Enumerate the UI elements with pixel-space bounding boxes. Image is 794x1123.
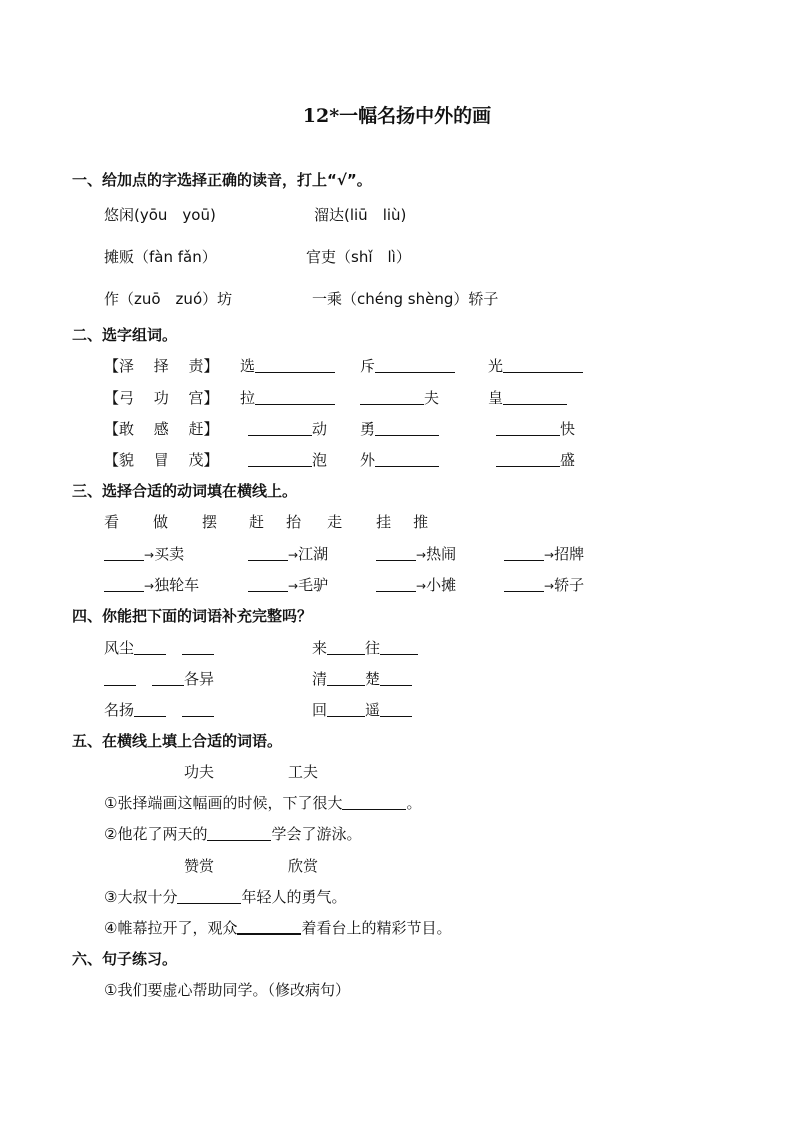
word-item: 勇 <box>360 419 439 439</box>
word-choice: 功夫 <box>184 763 215 781</box>
word-item: 光 <box>488 356 583 376</box>
answer-blank[interactable] <box>182 639 214 655</box>
word-item: 快 <box>496 419 575 439</box>
answer-blank[interactable] <box>496 420 560 436</box>
section-4-heading: 四、你能把下面的词语补充完整吗？ <box>72 607 313 625</box>
word-choice: 工夫 <box>288 763 319 781</box>
section-2-heading: 二、选字组词。 <box>72 326 178 344</box>
answer-blank[interactable] <box>380 670 412 686</box>
verb: 看 <box>104 513 120 531</box>
verb: 走 <box>327 513 343 531</box>
answer-blank[interactable] <box>342 794 406 810</box>
verb-fill-item: →买卖 <box>104 544 184 565</box>
answer-blank[interactable] <box>177 888 241 904</box>
pinyin-item-3: 摊贩（fàn fǎn） <box>104 248 217 266</box>
page-title: 12*一幅名扬中外的画 <box>302 105 492 127</box>
word-item: 动 <box>248 419 327 439</box>
answer-blank[interactable] <box>207 825 271 841</box>
pinyin-item-4: 官吏（shǐ lì） <box>306 248 411 266</box>
verb: 抬 <box>286 513 302 531</box>
answer-blank[interactable] <box>248 420 312 436</box>
word-item: 皇 <box>488 388 567 408</box>
answer-blank[interactable] <box>134 639 166 655</box>
section-3-heading: 三、选择合适的动词填在横线上。 <box>72 482 298 500</box>
answer-blank[interactable] <box>134 701 166 717</box>
sentence-4: ④帷幕拉开了，观众 着看台上的精彩节目。 <box>104 919 452 937</box>
answer-blank[interactable] <box>248 545 288 561</box>
answer-blank[interactable] <box>375 357 455 373</box>
answer-blank[interactable] <box>504 576 544 592</box>
word-choice: 赞赏 <box>184 857 215 875</box>
answer-blank[interactable] <box>360 389 424 405</box>
section-6-heading: 六、句子练习。 <box>72 950 178 968</box>
section-1-heading: 一、给加点的字选择正确的读音，打上“√”。 <box>72 171 372 189</box>
sentence-1: ①张择端画这幅画的时候，下了很大 。 <box>104 794 422 812</box>
char-group-4: 【貌 冒 茂】 <box>104 451 219 469</box>
verb-fill-item: →江湖 <box>248 544 328 565</box>
word-item: 外 <box>360 450 439 470</box>
answer-blank[interactable] <box>255 389 335 405</box>
answer-blank[interactable] <box>376 545 416 561</box>
answer-blank[interactable] <box>248 576 288 592</box>
verb: 推 <box>413 513 429 531</box>
sentence-3: ③大叔十分 年轻人的勇气。 <box>104 888 347 906</box>
verb-fill-item: →热闹 <box>376 544 456 565</box>
word-item: 泡 <box>248 450 327 470</box>
pinyin-item-2: 溜达(liū liù) <box>314 206 407 224</box>
verb-fill-item: →招牌 <box>504 544 584 565</box>
verb-fill-item: →轿子 <box>504 575 584 596</box>
answer-blank[interactable] <box>237 918 301 935</box>
word-item: 选 <box>240 356 335 376</box>
verb: 赶 <box>249 513 265 531</box>
answer-blank[interactable] <box>503 357 583 373</box>
answer-blank[interactable] <box>380 701 412 717</box>
answer-blank[interactable] <box>376 576 416 592</box>
idiom-item: 清 楚 <box>312 669 412 689</box>
answer-blank[interactable] <box>104 670 136 686</box>
answer-blank[interactable] <box>496 451 560 467</box>
word-choice: 欣赏 <box>288 857 319 875</box>
pinyin-item-5: 作（zuō zuó）坊 <box>104 290 233 308</box>
answer-blank[interactable] <box>327 670 365 686</box>
verb: 挂 <box>376 513 392 531</box>
word-item: 拉 <box>240 388 335 408</box>
pinyin-item-6: 一乘（chéng shèng）轿子 <box>312 290 499 308</box>
answer-blank[interactable] <box>255 357 335 373</box>
sentence-2: ②他花了两天的 学会了游泳。 <box>104 825 362 843</box>
verb-fill-item: →毛驴 <box>248 575 328 596</box>
answer-blank[interactable] <box>327 639 365 655</box>
answer-blank[interactable] <box>503 389 567 405</box>
answer-blank[interactable] <box>380 639 418 655</box>
word-item: 斥 <box>360 356 455 376</box>
idiom-item: 来 往 <box>312 638 418 658</box>
answer-blank[interactable] <box>104 576 144 592</box>
char-group-2: 【弓 功 宫】 <box>104 389 219 407</box>
answer-blank[interactable] <box>375 420 439 436</box>
section-5-heading: 五、在横线上填上合适的词语。 <box>72 732 283 750</box>
word-item: 盛 <box>496 450 575 470</box>
idiom-item: 各异 <box>104 669 214 689</box>
pinyin-item-1: 悠闲(yōu yoū) <box>104 206 216 224</box>
answer-blank[interactable] <box>152 670 184 686</box>
verb-fill-item: →小摊 <box>376 575 456 596</box>
idiom-item: 风尘 <box>104 638 214 658</box>
answer-blank[interactable] <box>504 545 544 561</box>
verb-fill-item: →独轮车 <box>104 575 199 596</box>
idiom-item: 名扬 <box>104 700 214 720</box>
answer-blank[interactable] <box>104 545 144 561</box>
idiom-item: 回 遥 <box>312 700 412 720</box>
verb: 摆 <box>202 513 218 531</box>
answer-blank[interactable] <box>182 701 214 717</box>
answer-blank[interactable] <box>375 451 439 467</box>
sentence-exercise-1: ①我们要虚心帮助同学。（修改病句） <box>104 981 350 999</box>
word-item: 夫 <box>360 388 439 408</box>
char-group-1: 【泽 择 责】 <box>104 357 219 375</box>
answer-blank[interactable] <box>327 701 365 717</box>
verb-list <box>104 512 428 532</box>
verb: 做 <box>153 513 169 531</box>
char-group-3: 【敢 感 赶】 <box>104 420 219 438</box>
answer-blank[interactable] <box>248 451 312 467</box>
